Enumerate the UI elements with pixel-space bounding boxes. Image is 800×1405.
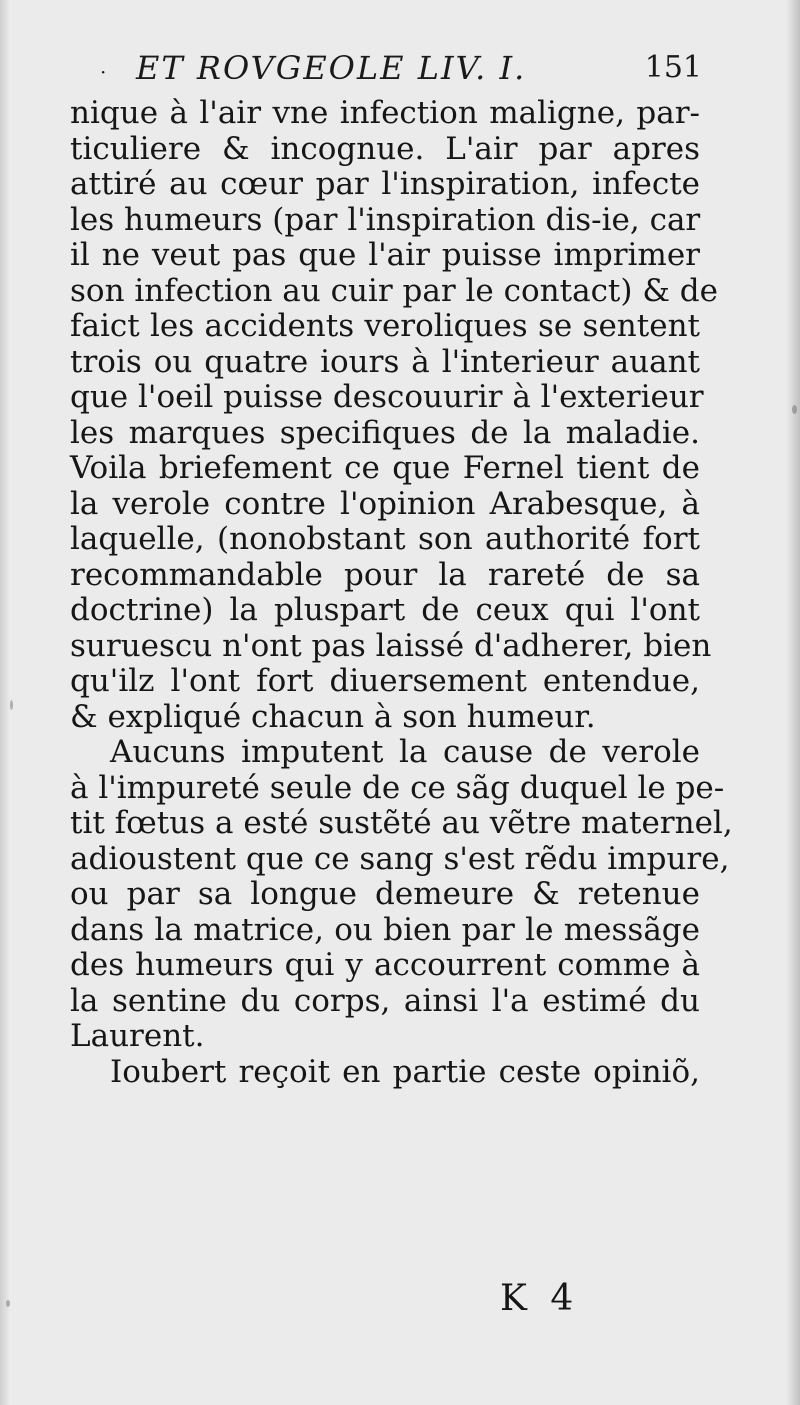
text-line: qu'ilz l'ont fort diuersement entendue, bbox=[70, 663, 700, 699]
text-line: ticuliere & incognue. L'air par apres bbox=[70, 130, 700, 167]
text-line: que l'oeil puisse descouurir à l'exterieur bbox=[70, 379, 704, 415]
text-line: tit fœtus a esté sustẽté au vẽtre maternel, bbox=[70, 805, 733, 841]
text-line: la sentine du corps, ainsi l'a estimé du bbox=[70, 982, 700, 1019]
text-line: des humeurs qui y accourrent comme à bbox=[70, 947, 700, 983]
text-line: nique à l'air vne infection maligne, par- bbox=[70, 95, 700, 131]
text-line: adioustent que ce sang s'est rẽdu impure, bbox=[70, 840, 730, 877]
text-line: & expliqué chacun à son humeur. bbox=[70, 698, 596, 735]
text-line: dans la matrice, ou bien par le messãge bbox=[70, 911, 700, 948]
page-edge-shadow-left bbox=[0, 0, 10, 1405]
paper-speck bbox=[10, 700, 13, 710]
text-line: Ioubert reçoit en partie ceste opiniõ, bbox=[110, 1053, 700, 1090]
text-line: à l'impureté seule de ce sãg duquel le pe- bbox=[70, 769, 725, 806]
text-line: faict les accidents veroliques se sentent bbox=[70, 308, 700, 344]
text-line: ou par sa longue demeure & retenue bbox=[70, 876, 700, 912]
page-edge-shadow-right bbox=[786, 0, 800, 1405]
text-line: laquelle, (nonobstant son authorité fort bbox=[70, 521, 700, 557]
text-line: la verole contre l'opinion Arabesque, à bbox=[70, 485, 700, 522]
running-head bbox=[100, 44, 700, 92]
text-line: trois ou quatre iours à l'interieur auant bbox=[70, 343, 700, 380]
signature-mark: K 4 bbox=[500, 1278, 580, 1319]
text-line: son infection au cuir par le contact) & de bbox=[70, 272, 718, 309]
text-line: les marques specifiques de la maladie. bbox=[70, 414, 700, 451]
text-line: doctrine) la pluspart de ceux qui l'ont bbox=[70, 592, 700, 628]
text-line: Laurent. bbox=[70, 1018, 205, 1054]
body-text bbox=[70, 95, 733, 1090]
running-head-title: ET ROVGEOLE LIV. I. bbox=[136, 49, 527, 87]
text-line: attiré au cœur par l'inspiration, infecte bbox=[70, 166, 700, 202]
text-line: Voila briefement ce que Fernel tient de bbox=[70, 450, 700, 486]
paper-speck bbox=[6, 1300, 10, 1307]
running-head-marker: · bbox=[100, 60, 109, 84]
text-line: les humeurs (par l'inspiration dis-ie, car bbox=[70, 201, 701, 238]
text-line: recommandable pour la rareté de sa bbox=[70, 556, 700, 593]
paper-speck bbox=[792, 405, 797, 414]
page-number: 151 bbox=[644, 50, 702, 85]
text-line: suruescu n'ont pas laissé d'adherer, bien bbox=[70, 627, 712, 664]
text-line: il ne veut pas que l'air puisse imprimer bbox=[70, 237, 700, 273]
text-line: Aucuns imputent la cause de verole bbox=[110, 734, 700, 770]
